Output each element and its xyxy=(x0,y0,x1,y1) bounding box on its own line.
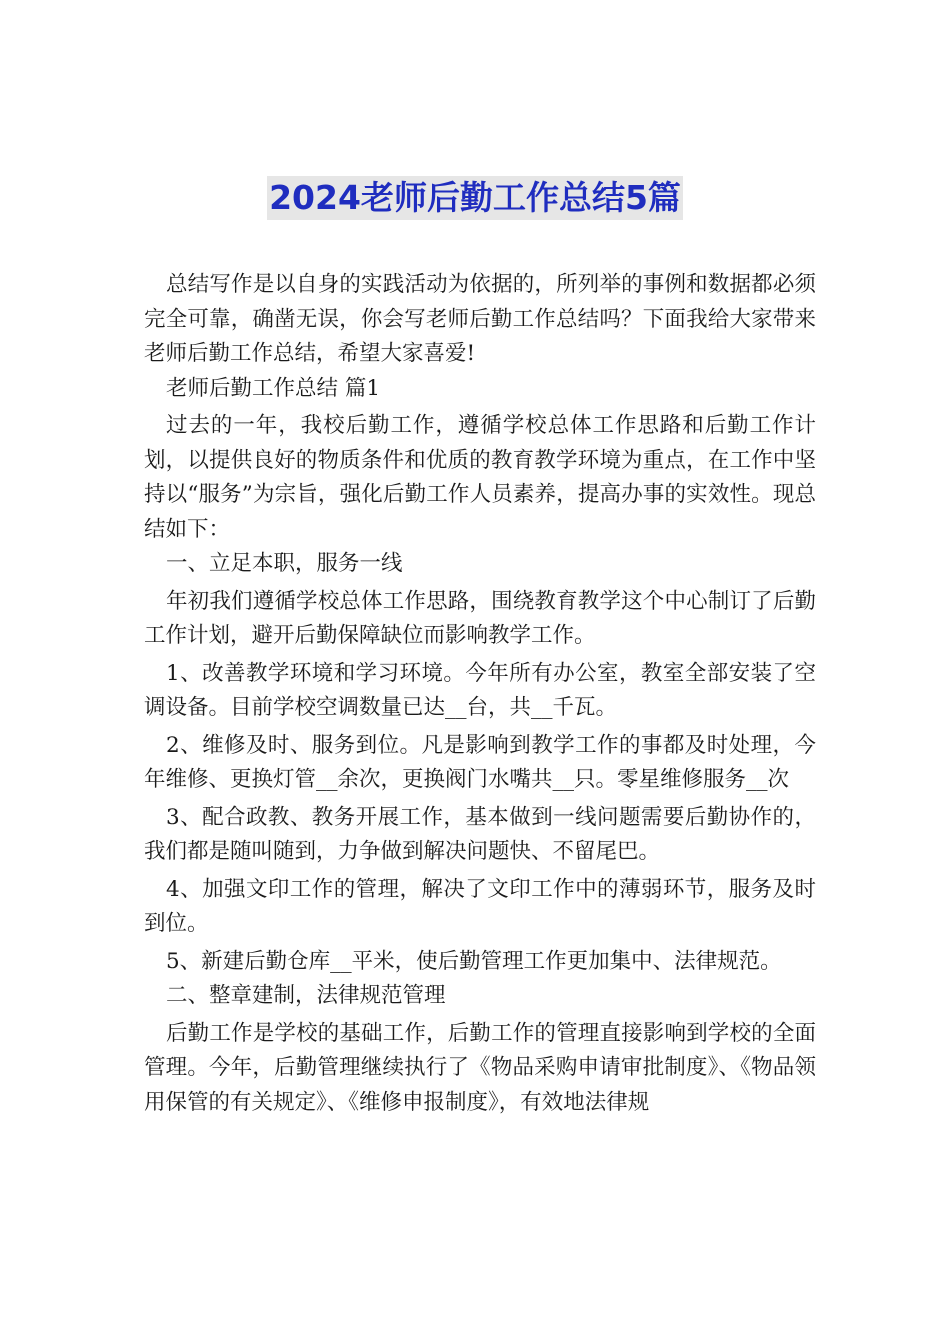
paragraph-3: 后勤工作是学校的基础工作，后勤工作的管理直接影响到学校的全面管理。今年，后勤管理继续执行了《物品采购申请审批制度》、《物品领用保管的有关规定》、《维修申报制度》，有效地法律规 xyxy=(144,1020,816,1115)
list-item-4: 4、加强文印工作的管理，解决了文印工作中的薄弱环节，服务及时到位。 xyxy=(144,876,816,936)
list-item-3: 3、配合政教、教务开展工作，基本做到一线问题需要后勤协作的，我们都是随叫随到，力争做到解决问题快、不留尾巴。 xyxy=(144,804,816,864)
paragraph-1: 过去的一年，我校后勤工作，遵循学校总体工作思路和后勤工作计划，以提供良好的物质条件和优质的教育教学环境为重点，在工作中坚持以“服务”为宗旨，强化后勤工作人员素养，提高办事的实效性。现总结如下： xyxy=(144,413,816,542)
paragraph-2: 年初我们遵循学校总体工作思路，围绕教育教学这个中心制订了后勤工作计划，避开后勤保障缺位而影响教学工作。 xyxy=(144,588,816,648)
title-container xyxy=(0,176,950,220)
intro-paragraph: 总结写作是以自身的实践活动为依据的，所列举的事例和数据都必须完全可靠，确凿无误，你会写老师后勤工作总结吗？下面我给大家带来老师后勤工作总结，希望大家喜爱! xyxy=(144,272,816,366)
section-title: 老师后勤工作总结 篇1 xyxy=(166,375,381,401)
document-body xyxy=(144,268,816,1120)
heading-1: 一、立足本职，服务一线 xyxy=(166,551,403,576)
heading-2: 二、整章建制，法律规范管理 xyxy=(166,983,446,1008)
list-item-5: 5、新建后勤仓库__平米，使后勤管理工作更加集中、法律规范。 xyxy=(166,948,782,974)
list-item-1: 1、改善教学环境和学习环境。今年所有办公室，教室全部安装了空调设备。目前学校空调数量已达__台，共__千瓦。 xyxy=(144,660,816,720)
document-title: 2024老师后勤工作总结5篇 xyxy=(267,176,683,220)
list-item-2: 2、维修及时、服务到位。凡是影响到教学工作的事都及时处理，今年维修、更换灯管__余次，更换阀门水嘴共__只。零星维修服务__次 xyxy=(144,732,816,792)
